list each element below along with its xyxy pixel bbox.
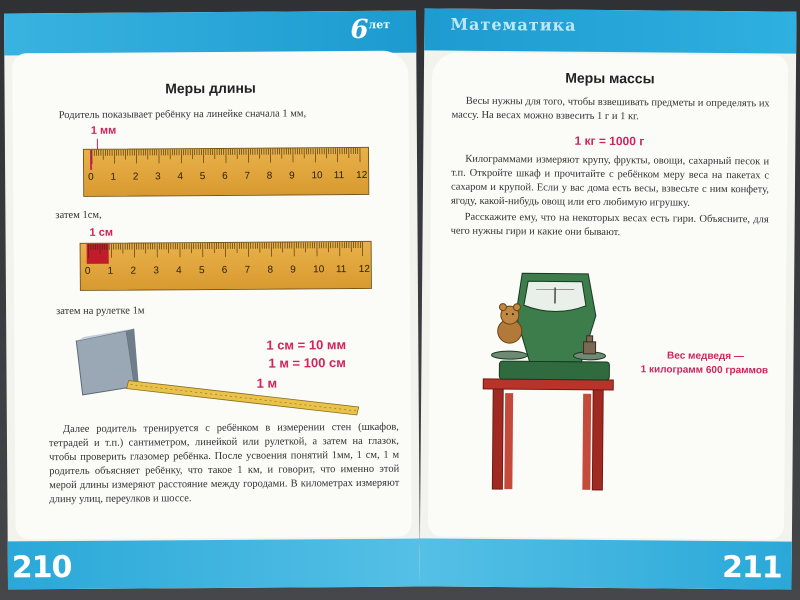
mm-label: 1 мм <box>90 124 117 137</box>
ruler-number: 12 <box>356 169 368 181</box>
ruler-number: 8 <box>267 264 274 276</box>
ruler-number: 0 <box>88 171 94 183</box>
ruler-number: 2 <box>130 265 137 277</box>
length-paragraph: Далее родитель тренируется с ребёнком в измерении стен (шкафов, тетрадей и т.п.) сантиметром, линейкой или рулеткой, а затем на глазок, чтобы проверить глазомер ребёнка. После усвоения понятий 1мм, 1 см, 1 м родитель объясняет ребёнку, что такое 1 км, и говорит, что именно этой мерой длины измеряют расстояние между городами. В километрах измеряют длину улиц, переулков и шоссе. <box>48 421 400 506</box>
ruler-number: 7 <box>244 264 251 276</box>
equation-cm-mm: 1 см = 10 мм <box>266 337 347 353</box>
ruler-number: 12 <box>358 263 370 275</box>
right-page-title: Меры массы <box>565 69 655 87</box>
tape-label: 1 м <box>256 375 278 391</box>
mass-paragraph-1: Килограммами измеряют крупу, фрукты, овощи, сахарный песок и т.п. Откройте шкаф и прочитайте с ребёнком меру веса на пакетах с сахаром и крупой. Если у вас дома есть весы, взвесьте с ним конфету, ягоду, какой-нибудь овощ или его любимую игрушку. <box>450 153 770 209</box>
ruler-number: 6 <box>221 264 228 276</box>
mass-paragraph-2: Расскажите ему, что на некоторых весах есть гири. Объясните, для чего нужны гири и какие они бывают. <box>450 211 769 239</box>
bear-weight-caption-line1: Вес медведя — <box>667 350 744 363</box>
ruler-cm <box>80 241 372 291</box>
ruler-number: 1 <box>110 171 117 183</box>
kg-equation: 1 кг = 1000 г <box>574 133 645 149</box>
ruler-number: 1 <box>107 265 114 277</box>
ruler-number: 10 <box>311 170 323 182</box>
ruler-number: 9 <box>290 264 296 276</box>
page-number-left: 210 <box>11 549 72 586</box>
left-page <box>4 11 420 590</box>
tape-measure <box>68 319 369 431</box>
ruler-number: 5 <box>198 265 205 277</box>
ruler-number: 0 <box>84 265 91 277</box>
ruler-number: 4 <box>177 171 184 183</box>
ruler-number: 8 <box>266 170 273 182</box>
length-intro: Родитель показывает ребёнку на линейке сначала 1 мм, <box>58 108 307 122</box>
bear-weight-caption-line2: 1 килограмм 600 граммов <box>640 364 769 377</box>
page-number-right: 211 <box>721 550 782 586</box>
then-cm-text: затем 1см, <box>55 209 102 222</box>
right-page <box>419 8 796 589</box>
ruler-number: 6 <box>222 170 228 182</box>
ruler-number: 11 <box>335 264 347 276</box>
ruler-number: 5 <box>199 171 206 183</box>
subject-title: Математика <box>450 14 577 35</box>
then-tape-text: затем на рулетке 1м <box>56 305 145 318</box>
ruler-mm <box>83 147 369 197</box>
mass-intro: Весы нужны для того, чтобы взвешивать предметы и определять их массу. На весах можно взвесить 1 г и 1 кг. <box>451 95 770 123</box>
ruler-number: 3 <box>155 171 161 183</box>
ruler-number: 4 <box>176 265 182 277</box>
left-page-title: Меры длины <box>165 79 256 97</box>
ruler-number: 3 <box>153 265 159 277</box>
ruler-number: 11 <box>333 170 345 182</box>
ruler-number: 9 <box>289 170 295 182</box>
ruler-number: 7 <box>244 170 251 182</box>
ruler-number: 2 <box>132 171 139 183</box>
equation-m-cm: 1 м = 100 см <box>268 355 346 371</box>
left-content-panel <box>12 51 411 540</box>
age-label: $6^{лет}$ <box>350 14 391 46</box>
ruler-number: 10 <box>313 264 325 276</box>
cm-label: 1 см <box>89 226 114 239</box>
scale-illustration <box>468 253 690 525</box>
right-content-panel <box>428 52 788 539</box>
